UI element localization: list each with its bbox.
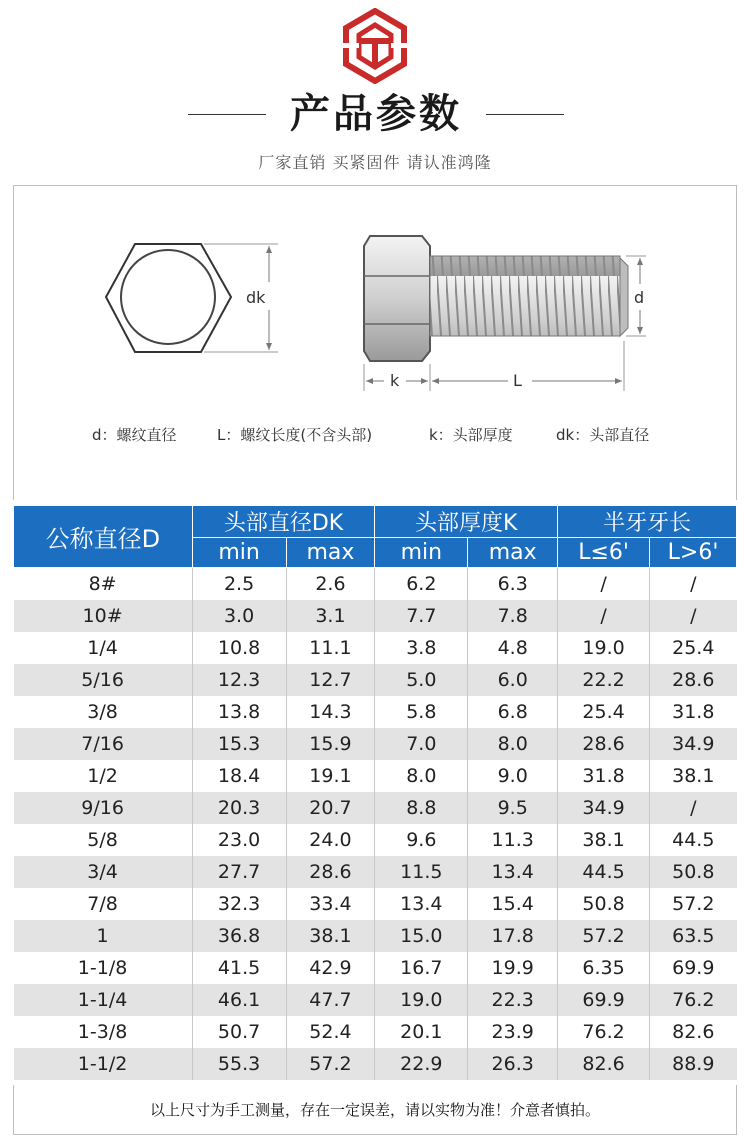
cell-dk-min: 20.3 [192,792,286,824]
table-row [14,1048,737,1080]
cell-dk-min: 27.7 [192,856,286,888]
cell-nominal: 5/16 [14,664,193,696]
cell-dk-min: 32.3 [192,888,286,920]
table-row [14,888,737,920]
cell-dk-min: 55.3 [192,1048,286,1080]
cell-k-min: 11.5 [375,856,468,888]
cell-nominal: 1-1/4 [14,984,193,1016]
cell-dk-max: 12.7 [286,664,375,696]
legend-d: d：螺纹直径 [92,426,177,444]
cell-dk-max: 24.0 [286,824,375,856]
cell-k-min: 8.8 [375,792,468,824]
table-row [14,568,737,600]
legend-k: k：头部厚度 [429,426,513,444]
cell-l-short: 6.35 [558,952,650,984]
cell-k-max: 17.8 [468,920,558,952]
cell-dk-max: 15.9 [286,728,375,760]
cell-k-max: 8.0 [468,728,558,760]
cell-l-short: / [558,600,650,632]
header-l-long: L>6' [650,538,737,568]
cell-dk-max: 3.1 [286,600,375,632]
cell-l-short: 44.5 [558,856,650,888]
cell-dk-min: 15.3 [192,728,286,760]
cell-dk-min: 3.0 [192,600,286,632]
cell-dk-min: 12.3 [192,664,286,696]
cell-l-long: 50.8 [650,856,737,888]
table-row [14,984,737,1016]
page-title: 产品参数 [290,91,462,137]
label-dk: dk [246,288,266,307]
cell-dk-max: 57.2 [286,1048,375,1080]
cell-k-min: 5.0 [375,664,468,696]
cell-dk-max: 19.1 [286,760,375,792]
cell-k-min: 7.7 [375,600,468,632]
spec-table [13,505,737,1080]
cell-nominal: 7/8 [14,888,193,920]
footer-note: 以上尺寸为手工测量，存在一定误差，请以实物为准！介意者慎拍。 [13,1085,737,1135]
cell-dk-min: 23.0 [192,824,286,856]
cell-k-max: 26.3 [468,1048,558,1080]
table-row [14,1016,737,1048]
cell-l-long: 38.1 [650,760,737,792]
cell-k-max: 4.8 [468,632,558,664]
cell-k-min: 6.2 [375,568,468,600]
cell-nominal: 1 [14,920,193,952]
cell-k-max: 6.3 [468,568,558,600]
cell-k-min: 16.7 [375,952,468,984]
cell-l-long: 44.5 [650,824,737,856]
cell-dk-max: 11.1 [286,632,375,664]
header-thread-length: 半牙牙长 [558,506,737,538]
header-head-diameter: 头部直径DK [192,506,375,538]
cell-k-max: 19.9 [468,952,558,984]
header-dk-min: min [192,538,286,568]
legend-L: L：螺纹长度(不含头部) [217,426,373,444]
brand-logo-icon [341,8,409,84]
table-row [14,824,737,856]
table-row [14,920,737,952]
cell-k-max: 11.3 [468,824,558,856]
cell-nominal: 7/16 [14,728,193,760]
cell-l-long: / [650,568,737,600]
header-k-max: max [468,538,558,568]
cell-k-max: 9.0 [468,760,558,792]
title-row [0,86,750,142]
cell-k-min: 19.0 [375,984,468,1016]
cell-dk-min: 18.4 [192,760,286,792]
cell-l-short: / [558,568,650,600]
cell-k-max: 6.0 [468,664,558,696]
cell-k-max: 7.8 [468,600,558,632]
cell-k-max: 13.4 [468,856,558,888]
cell-l-long: 31.8 [650,696,737,728]
cell-l-short: 38.1 [558,824,650,856]
label-k: k [390,371,400,390]
cell-nominal: 10# [14,600,193,632]
cell-l-short: 76.2 [558,1016,650,1048]
cell-k-min: 3.8 [375,632,468,664]
cell-dk-max: 38.1 [286,920,375,952]
table-row [14,792,737,824]
cell-k-max: 6.8 [468,696,558,728]
bolt-diagram [14,186,738,416]
cell-l-long: 88.9 [650,1048,737,1080]
cell-dk-min: 36.8 [192,920,286,952]
table-row [14,728,737,760]
cell-nominal: 9/16 [14,792,193,824]
cell-k-min: 8.0 [375,760,468,792]
legend-dk: dk：头部直径 [556,426,650,444]
header-k-min: min [375,538,468,568]
cell-nominal: 5/8 [14,824,193,856]
label-L: L [513,371,522,390]
cell-k-min: 22.9 [375,1048,468,1080]
cell-nominal: 1-1/8 [14,952,193,984]
cell-l-short: 22.2 [558,664,650,696]
cell-nominal: 1-1/2 [14,1048,193,1080]
table-row [14,952,737,984]
cell-dk-max: 52.4 [286,1016,375,1048]
header-nominal-diameter: 公称直径D [14,506,193,568]
cell-k-max: 9.5 [468,792,558,824]
cell-k-min: 5.8 [375,696,468,728]
cell-k-max: 23.9 [468,1016,558,1048]
label-d: d [634,288,645,307]
cell-dk-min: 10.8 [192,632,286,664]
spec-table-body [14,568,737,1080]
title-divider-right [486,114,564,115]
cell-k-min: 20.1 [375,1016,468,1048]
table-row [14,760,737,792]
cell-dk-max: 47.7 [286,984,375,1016]
cell-l-long: 34.9 [650,728,737,760]
cell-dk-max: 14.3 [286,696,375,728]
cell-l-short: 19.0 [558,632,650,664]
cell-l-long: 63.5 [650,920,737,952]
cell-l-short: 31.8 [558,760,650,792]
cell-l-long: 57.2 [650,888,737,920]
header-head-thickness: 头部厚度K [375,506,558,538]
table-row [14,664,737,696]
cell-dk-max: 33.4 [286,888,375,920]
cell-l-short: 25.4 [558,696,650,728]
cell-k-max: 22.3 [468,984,558,1016]
cell-l-long: 76.2 [650,984,737,1016]
cell-dk-max: 42.9 [286,952,375,984]
cell-l-short: 50.8 [558,888,650,920]
hex-head-top-view [106,244,278,352]
cell-dk-max: 28.6 [286,856,375,888]
cell-dk-min: 41.5 [192,952,286,984]
cell-dk-min: 13.8 [192,696,286,728]
table-row [14,600,737,632]
cell-l-short: 69.9 [558,984,650,1016]
cell-l-long: 82.6 [650,1016,737,1048]
cell-l-short: 28.6 [558,728,650,760]
cell-k-max: 15.4 [468,888,558,920]
cell-l-short: 57.2 [558,920,650,952]
cell-dk-min: 50.7 [192,1016,286,1048]
cell-dk-max: 20.7 [286,792,375,824]
page-subtitle: 厂家直销 买紧固件 请认准鸿隆 [258,153,492,172]
cell-l-long: 28.6 [650,664,737,696]
header-dk-max: max [286,538,375,568]
table-row [14,856,737,888]
cell-l-short: 82.6 [558,1048,650,1080]
cell-l-long: / [650,600,737,632]
title-divider-left [188,114,266,115]
cell-k-min: 13.4 [375,888,468,920]
cell-nominal: 1-3/8 [14,1016,193,1048]
cell-l-long: 25.4 [650,632,737,664]
cell-l-short: 34.9 [558,792,650,824]
cell-k-min: 9.6 [375,824,468,856]
cell-nominal: 8# [14,568,193,600]
cell-k-min: 15.0 [375,920,468,952]
cell-l-long: / [650,792,737,824]
cell-dk-min: 2.5 [192,568,286,600]
cell-nominal: 3/8 [14,696,193,728]
header-l-short: L≤6' [558,538,650,568]
cell-nominal: 1/2 [14,760,193,792]
bolt-side-view [364,236,646,391]
bolt-diagram-panel [13,185,737,500]
table-row [14,632,737,664]
table-row [14,696,737,728]
cell-dk-min: 46.1 [192,984,286,1016]
cell-l-long: 69.9 [650,952,737,984]
cell-dk-max: 2.6 [286,568,375,600]
cell-k-min: 7.0 [375,728,468,760]
cell-nominal: 3/4 [14,856,193,888]
cell-nominal: 1/4 [14,632,193,664]
